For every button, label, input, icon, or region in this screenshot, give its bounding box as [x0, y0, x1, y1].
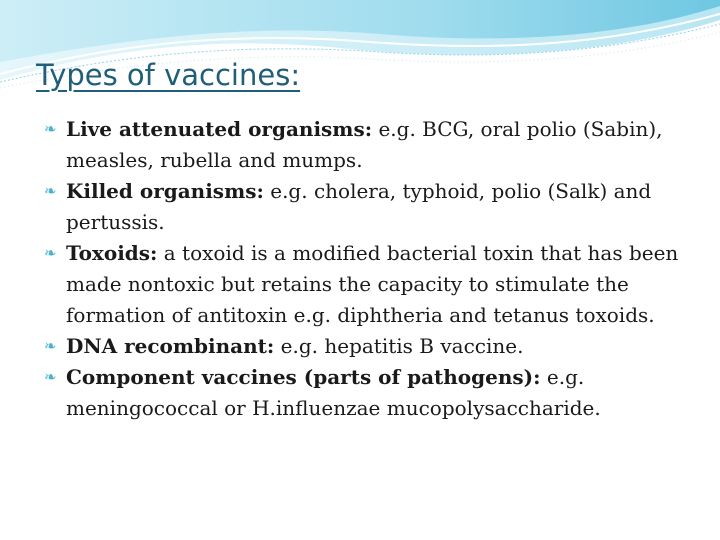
bullet-term: Live attenuated organisms:	[66, 117, 373, 141]
bullet-term: Component vaccines (parts of pathogens):	[66, 365, 541, 389]
bullet-item-dna-recombinant	[44, 331, 704, 362]
bullet-term: Killed organisms:	[66, 179, 264, 203]
bullet-text: e.g. BCG, oral polio (Sabin), measles, rubella and mumps.	[66, 117, 663, 172]
bullet-icon: ❧	[44, 337, 57, 355]
bullet-icon: ❧	[44, 120, 57, 138]
bullet-item-killed	[44, 176, 704, 238]
bullet-text: e.g. meningococcal or H.influenzae mucopolysaccharide.	[66, 365, 601, 420]
header-wave-decoration	[0, 0, 720, 110]
bullet-term: Toxoids:	[66, 241, 158, 265]
slide-title: Types of vaccines:	[36, 58, 301, 92]
bullet-text: a toxoid is a modified bacterial toxin that has been made nontoxic but retains the capacity to stimulate the formation of antitoxin e.g. diphtheria and tetanus toxoids.	[66, 241, 679, 327]
bullet-icon: ❧	[44, 244, 57, 262]
bullet-term: DNA recombinant:	[66, 334, 275, 358]
bullet-icon: ❧	[44, 368, 57, 386]
bullet-text: e.g. cholera, typhoid, polio (Salk) and pertussis.	[66, 179, 652, 234]
bullet-item-component	[44, 362, 704, 424]
bullet-item-toxoids	[44, 238, 704, 331]
bullet-text: e.g. hepatitis B vaccine.	[274, 334, 524, 358]
bullet-list	[44, 114, 704, 424]
bullet-icon: ❧	[44, 182, 57, 200]
bullet-item-live-attenuated	[44, 114, 704, 176]
